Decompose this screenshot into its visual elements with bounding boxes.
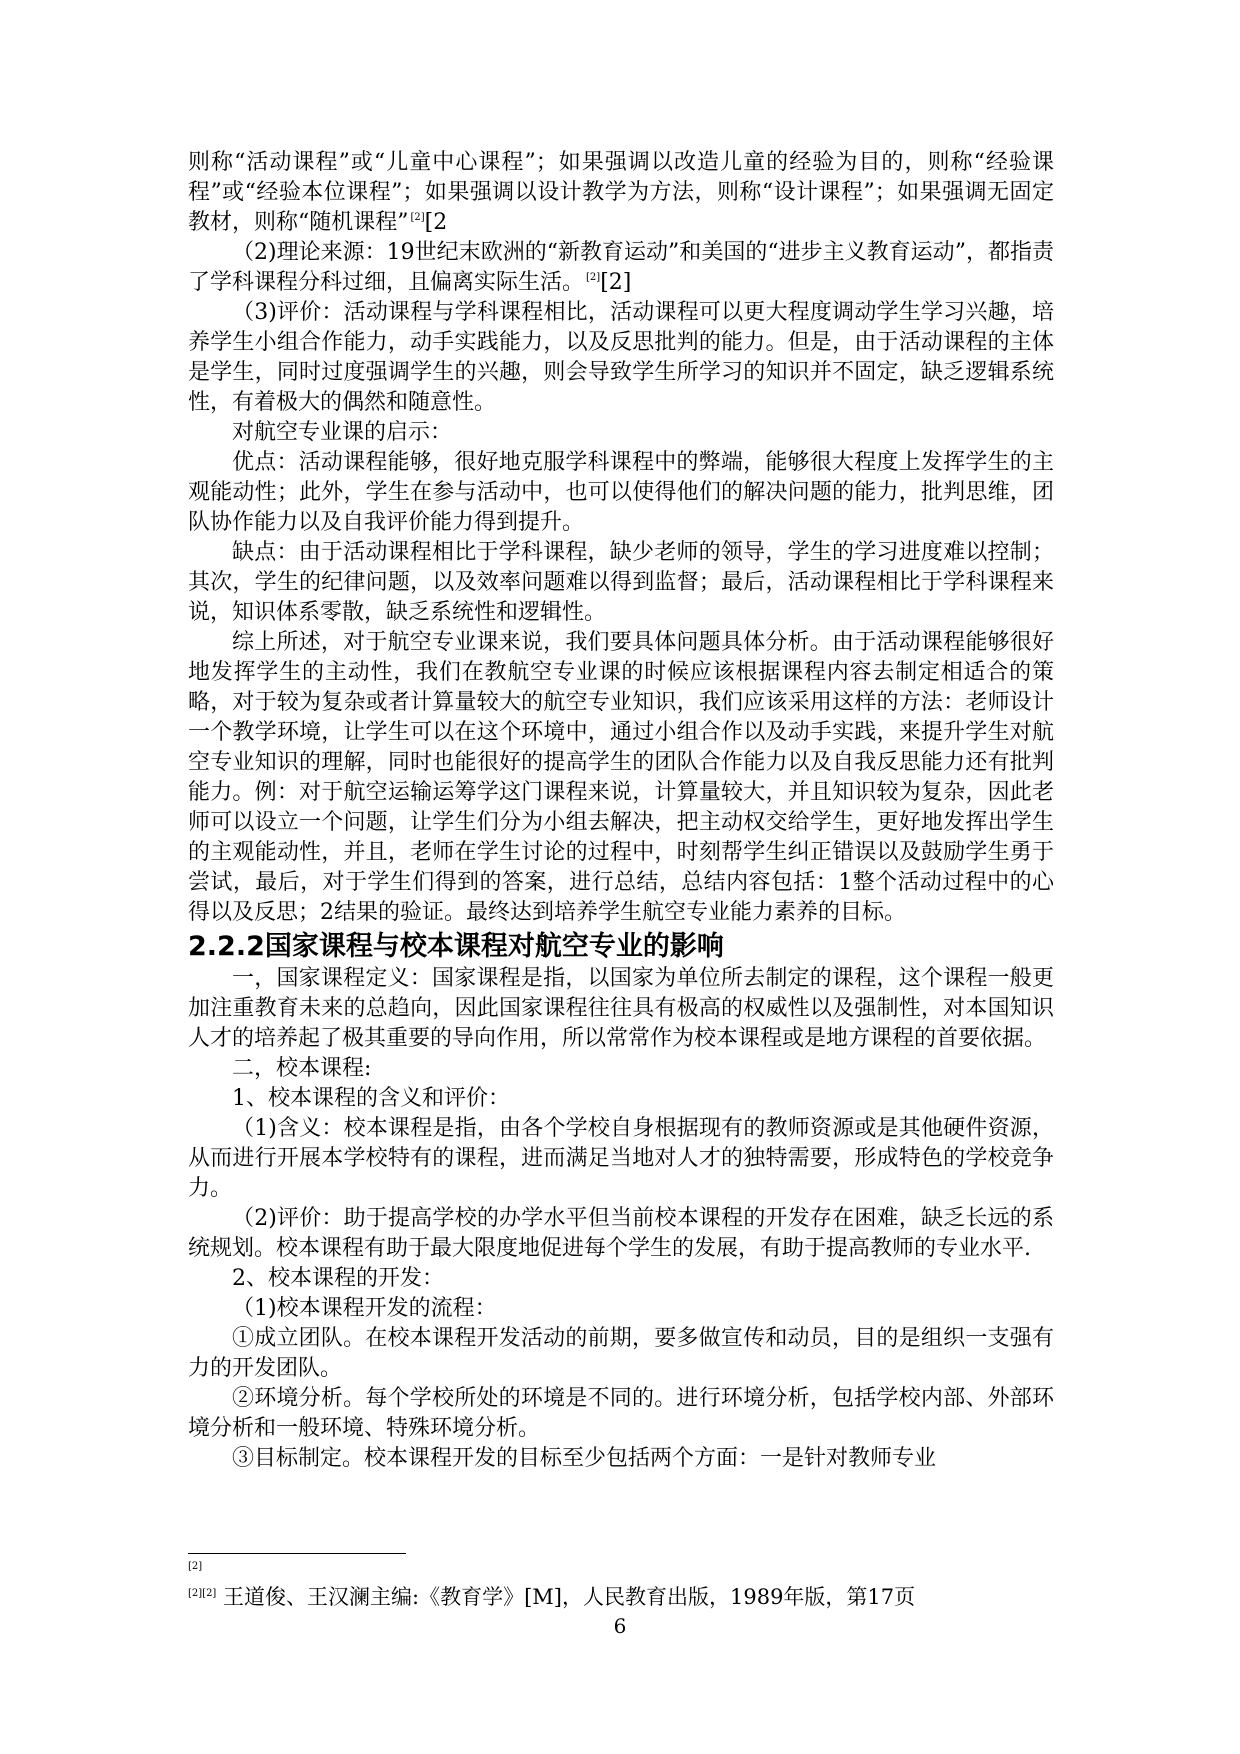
paragraph-text: （3)评价：活动课程与学科课程相比，活动课程可以更大程度调动学生学习兴趣，培养学生小组合作能力，动手实践能力，以及反思批判的能力。但是，由于活动课程的主体是学生，同时过度强调学生的兴趣，则会导致学生所学习的知识并不固定，缺乏逻辑系统性，有着极大的偶然和随意性。 (188, 300, 1054, 415)
paragraph-text: 2、校本课程的开发： (232, 1266, 444, 1291)
paragraph (188, 1384, 1054, 1444)
footnote (188, 1584, 915, 1610)
paragraph (188, 1324, 1054, 1384)
paragraph-text: 缺点：由于活动课程相比于学科课程，缺少老师的领导，学生的学习进度难以控制；其次，学生的纪律问题，以及效率问题难以得到监督；最后，活动课程相比于学科课程来说，知识体系零散，缺乏系统性和逻辑性。 (188, 540, 1054, 625)
citation-mark: [2 (424, 210, 448, 235)
paragraph-text: （1)含义：校本课程是指，由各个学校自身根据现有的教师资源或是其他硬件资源，从而进行开展本学校特有的课程，进而满足当地对人才的独特需要，形成特色的学校竞争力。 (188, 1116, 1054, 1201)
paragraph (188, 1054, 1054, 1084)
footnote-ref: [2] (410, 212, 425, 223)
paragraph (188, 1084, 1054, 1114)
paragraph (188, 238, 1054, 298)
paragraph (188, 538, 1054, 628)
footnote-separator (188, 1553, 406, 1554)
section-heading: 2.2.2国家课程与校本课程对航空专业的影响 (188, 931, 724, 962)
footnote-marker: [2] (188, 1561, 203, 1572)
paragraph-text: 1、校本课程的含义和评价： (232, 1086, 510, 1111)
paragraph-text: 一，国家课程定义：国家课程是指，以国家为单位所去制定的课程，这个课程一般更加注重教育未来的总趋向，因此国家课程往往具有极高的权威性以及强制性，对本国知识人才的培养起了极其重要的导向作用，所以常常作为校本课程或是地方课程的首要依据。 (188, 966, 1054, 1051)
body-text (188, 148, 1054, 1474)
paragraph-text: 对航空专业课的启示： (232, 420, 453, 445)
paragraph-text: ③目标制定。校本课程开发的目标至少包括两个方面：一是针对教师专业 (232, 1446, 937, 1471)
paragraph-text: （2)评价：助于提高学校的办学水平但当前校本课程的开发存在困难，缺乏长远的系统规划。校本课程有助于最大限度地促进每个学生的发展，有助于提高教师的专业水平. (188, 1206, 1054, 1261)
paragraph-text: ②环境分析。每个学校所处的环境是不同的。进行环境分析，包括学校内部、外部环境分析和一般环境、特殊环境分析。 (188, 1386, 1054, 1441)
paragraph (188, 964, 1054, 1054)
paragraph-text: 优点：活动课程能够，很好地克服学科课程中的弊端，能够很大程度上发挥学生的主观能动性；此外，学生在参与活动中，也可以使得他们的解决问题的能力，批判思维，团队协作能力以及自我评价能力得到提升。 (188, 450, 1054, 535)
paragraph-text: （1)校本课程开发的流程： (232, 1296, 497, 1321)
citation-mark: [2] (600, 270, 632, 295)
page-number: 6 (613, 1614, 627, 1638)
footnote-ref: [2] (202, 1588, 217, 1599)
footnote-ref: [2] (188, 1588, 203, 1599)
paragraph (188, 1444, 1054, 1474)
footnote-text: 王道俊、王汉澜主编:《教育学》[M]，人民教育出版，1989年版，第17页 (223, 1585, 916, 1609)
paragraph (188, 148, 1054, 238)
paragraph (188, 298, 1054, 418)
paragraph (188, 1114, 1054, 1204)
paragraph-text: （2)理论来源：19世纪末欧洲的“新教育运动”和美国的“进步主义教育运动”，都指责了学科课程分科过细，且偏离实际生活。 (188, 240, 1054, 295)
footnote-ref: [2] (586, 272, 601, 283)
paragraph-text: ①成立团队。在校本课程开发活动的前期，要多做宣传和动员，目的是组织一支强有力的开发团队。 (188, 1326, 1054, 1381)
paragraph (188, 448, 1054, 538)
paragraph (188, 418, 1054, 448)
paragraph-text: 二，校本课程: (232, 1056, 372, 1081)
paragraph-text: 综上所述，对于航空专业课来说，我们要具体问题具体分析。由于活动课程能够很好地发挥学生的主动性，我们在教航空专业课的时候应该根据课程内容去制定相适合的策略，对于较为复杂或者计算量较大的航空专业知识，我们应该采用这样的方法：老师设计一个教学环境，让学生可以在这个环境中，通过小组合作以及动手实践，来提升学生对航空专业知识的理解，同时也能很好的提高学生的团队合作能力以及自我反思能力还有批判能力。例：对于航空运输运筹学这门课程来说，计算量较大，并且知识较为复杂，因此老师可以设立一个问题，让学生们分为小组去解决，把主动权交给学生，更好地发挥出学生的主观能动性，并且，老师在学生讨论的过程中，时刻帮学生纠正错误以及鼓励学生勇于尝试，最后，对于学生们得到的答案，进行总结，总结内容包括：1整个活动过程中的心得以及反思；2结果的验证。最终达到培养学生航空专业能力素养的目标。 (188, 630, 1054, 925)
paragraph-text: 则称“活动课程”或“儿童中心课程”；如果强调以改造儿童的经验为目的，则称“经验课程”或“经验本位课程”；如果强调以设计教学为方法，则称“设计课程”；如果强调无固定教材，则称“随机课程” (188, 150, 1054, 235)
paragraph (188, 628, 1054, 928)
paragraph (188, 1204, 1054, 1264)
paragraph (188, 1294, 1054, 1324)
paragraph (188, 1264, 1054, 1294)
